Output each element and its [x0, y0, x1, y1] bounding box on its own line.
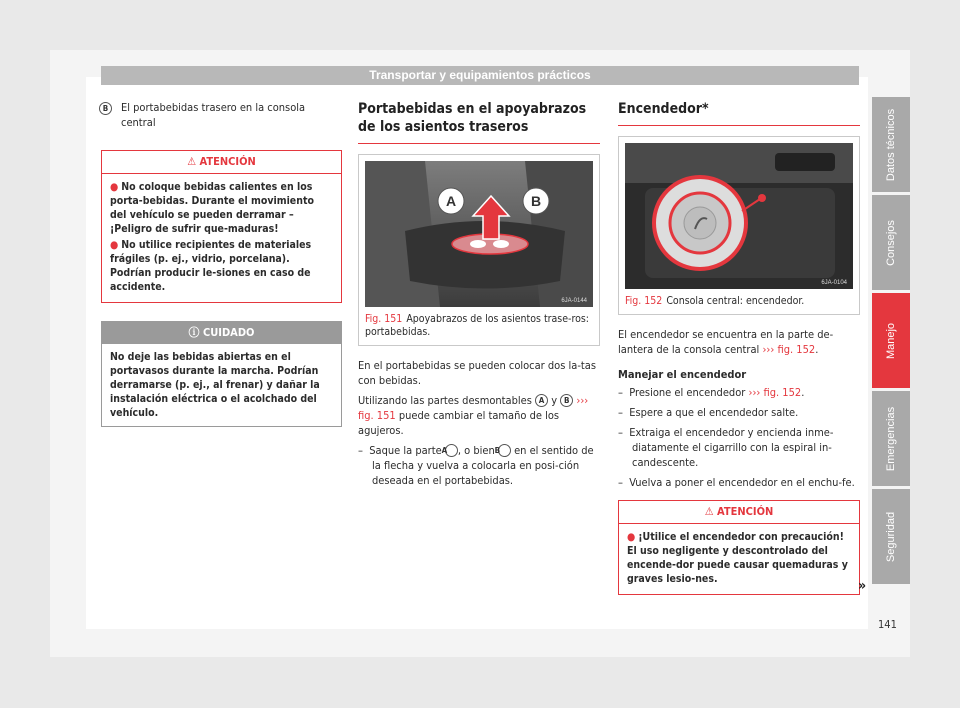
warning-title: ATENCIÓN — [717, 505, 774, 518]
warning-header — [102, 151, 341, 174]
warning-item: ● No coloque bebidas calientes en los porta-bebidas. Durante el movimiento del vehículo se pueden derramar – ¡Peligro de sufrir que-maduras! — [110, 181, 314, 235]
figure-link[interactable]: ››› fig. 152 — [748, 386, 802, 399]
figure-caption: Fig. 151 Apoyabrazos de los asientos trase-ros: portabebidas. — [365, 313, 589, 338]
marker-b: B — [560, 394, 573, 407]
section-title-portabebidas: Portabebidas en el apoyabrazos de los asientos traseros — [358, 100, 600, 144]
info-icon: ⓘ — [188, 326, 200, 339]
warning-item: ● ¡Utilice el encendedor con precaución! El uso negligente y descontrolado del encende-dor puede causar quemaduras y graves lesio-nes. — [627, 531, 848, 585]
column-middle — [358, 100, 600, 493]
caution-header — [102, 322, 341, 344]
figure-label-a: A — [445, 193, 457, 209]
figure-number: Fig. 152 — [625, 295, 663, 307]
step-item: – Extraiga el encendedor y encienda inme-diatamente el cigarrillo con la espiral in-candescente. — [618, 426, 834, 469]
warning-body — [619, 524, 859, 594]
step-item: – Saque la parte A , o bien B en el sentido de la flecha y vuelva a colocarla en posi-ción deseada en el portabebidas. — [358, 444, 594, 487]
warning-box — [618, 500, 860, 595]
marker-b: B — [99, 102, 112, 115]
figure-label-b: B — [530, 193, 542, 209]
marker-a: A — [445, 444, 458, 457]
tab-datos-tecnicos[interactable]: Datos técnicos — [872, 97, 910, 192]
warning-body — [102, 174, 341, 302]
tab-consejos[interactable]: Consejos — [872, 195, 910, 290]
warning-title: ATENCIÓN — [199, 155, 256, 168]
lighter-photo — [625, 143, 853, 289]
tab-manejo[interactable]: Manejo — [872, 293, 910, 388]
column-right — [618, 100, 860, 595]
step-item: – Vuelva a poner el encendedor en el enchu-fe. — [618, 476, 855, 489]
figure-152 — [618, 136, 860, 315]
column-left — [101, 100, 342, 427]
section-title-encendedor: Encendedor* — [618, 100, 860, 126]
caution-box — [101, 321, 342, 427]
page-number: 141 — [878, 618, 897, 631]
figure-code: 6JA-0144 — [561, 298, 587, 304]
figure-caption: Fig. 152 Consola central: encendedor. — [625, 295, 805, 307]
tab-emergencias[interactable]: Emergencias — [872, 391, 910, 486]
bullet-icon: ● — [110, 239, 119, 251]
paragraph: Utilizando las partes desmontables A y B ››› fig. 151 puede cambiar el tamaño de los agujeros. — [358, 394, 589, 437]
paragraph: En el portabebidas se pueden colocar dos la-tas con bebidas. — [358, 359, 597, 387]
step-item: – Espere a que el encendedor salte. — [618, 406, 799, 419]
marker-a: A — [535, 394, 548, 407]
subheading: Manejar el encendedor — [618, 368, 747, 381]
figure-151 — [358, 154, 600, 346]
bullet-icon: ● — [627, 531, 636, 543]
bullet-icon: ● — [110, 181, 119, 193]
warning-box — [101, 150, 342, 303]
warning-icon: ⚠ — [187, 155, 197, 168]
marker-b: B — [498, 444, 511, 457]
figure-link[interactable]: ››› fig. 152 — [762, 343, 816, 356]
figure-number: Fig. 151 — [365, 313, 403, 325]
intro-text: El portabebidas trasero en la consola central — [121, 101, 306, 129]
page-header: Transportar y equipamientos prácticos — [101, 66, 859, 85]
step-item: – Presione el encendedor ››› fig. 152. — [618, 386, 805, 399]
tab-seguridad[interactable]: Seguridad — [872, 489, 910, 584]
body-text — [358, 358, 600, 488]
warning-item: ● No utilice recipientes de materiales frágiles (p. ej., vidrio, porcelana). Podrían producir le-siones en caso de accidente. — [110, 239, 312, 293]
warning-icon: ⚠ — [704, 505, 714, 518]
warning-header — [619, 501, 859, 524]
paragraph: El encendedor se encuentra en la parte de-lantera de la consola central ››› fig. 152. — [618, 328, 834, 356]
intro-block — [101, 100, 342, 130]
caution-text: No deje las bebidas abiertas en el portavasos durante la marcha. Podrían derramarse (p. ej., al frenar) y dañar la instalación eléctrica o el acolchado del vehículo. — [110, 351, 320, 419]
figure-link[interactable]: ››› fig. 151 — [358, 394, 589, 422]
figure-code: 6JA-0104 — [821, 280, 847, 286]
armrest-photo — [365, 161, 593, 307]
body-text — [618, 327, 860, 490]
caution-title: CUIDADO — [202, 326, 255, 339]
continue-icon: » — [858, 578, 867, 594]
